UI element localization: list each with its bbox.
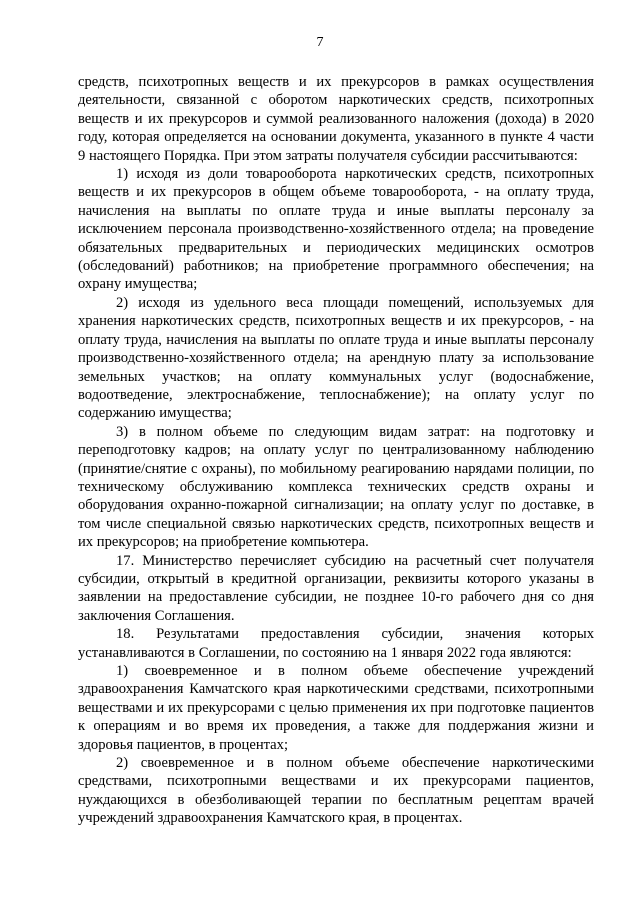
paragraph-item-1: 1) исходя из доли товарооборота наркотических средств, психотропных веществ и их прекурсоров в общем объеме товарооборота, - на оплату труда, начисления на выплаты по оплате труда и иные выплаты персоналу за исключением персонала производственно-хозяйственного отдела; на проведение обязательных предварительных и периодических медицинских осмотров (обследований) работников; на приобретение программного обеспечения; на охрану имущества;: [78, 166, 594, 293]
paragraph-result-1: 1) своевременное и в полном объеме обеспечение учреждений здравоохранения Камчатского края наркотическими средствами, психотропными веществами и их прекурсорами с целью применения их при подготовке пациентов к операциям и во время их проведения, а также для поддержания жизни и здоровья пациентов, в процентах;: [78, 663, 594, 753]
paragraph-clause-17: 17. Министерство перечисляет субсидию на расчетный счет получателя субсидии, открытый в кредитной организации, реквизиты которого указаны в заявлении на предоставление субсидии, не позднее 10-го рабочего дня со дня заключения Соглашения.: [78, 552, 594, 624]
paragraph-clause-18: 18. Результатами предоставления субсидии, значения которых устанавливаются в Соглашении, по состоянию на 1 января 2022 года являются:: [78, 626, 594, 661]
paragraph-item-2: 2) исходя из удельного веса площади помещений, используемых для хранения наркотических средств, психотропных веществ и их прекурсоров, - на оплату труда, начисления на выплаты по оплате труда и иные выплаты персоналу производственно-хозяйственного отдела; на арендную плату за использование земельных участков; на оплату коммунальных услуг (водоснабжение, водоотведение, электроснабжение, теплоснабжение); на оплату услуг по содержанию имущества;: [78, 294, 594, 422]
paragraph-result-2: 2) своевременное и в полном объеме обеспечение наркотическими средствами, психотропными веществами и их прекурсорами пациентов, нуждающихся в обезболивающей терапии по бесплатным рецептам врачей учреждений здравоохранения Камчатского края, в процентах.: [78, 755, 594, 827]
paragraph-continuation: средств, психотропных веществ и их прекурсоров в рамках осуществления деятельности, связанной с оборотом наркотических средств, психотропных веществ и их прекурсоров и суммой реализованного наложения (дохода) в 2020 году, которая определяется на основании документа, указанного в пункте 4 части 9 настоящего Порядка. При этом затраты получателя субсидии рассчитываются:: [78, 74, 594, 164]
paragraph-item-3: 3) в полном объеме по следующим видам затрат: на подготовку и переподготовку кадров; на оплату услуг по централизованному наблюдению (принятие/снятие с охраны), по мобильному реагированию нарядами полиции, по техническому обслуживанию комплекса технических средств охраны и оборудования охранно-пожарной сигнализации; на оплату услуг по доставке, в том числе специальной связью наркотических средств, психотропных веществ и их прекурсоров; на приобретение компьютера.: [78, 423, 594, 551]
page-number: 7: [316, 35, 324, 50]
document-body: [78, 73, 594, 828]
